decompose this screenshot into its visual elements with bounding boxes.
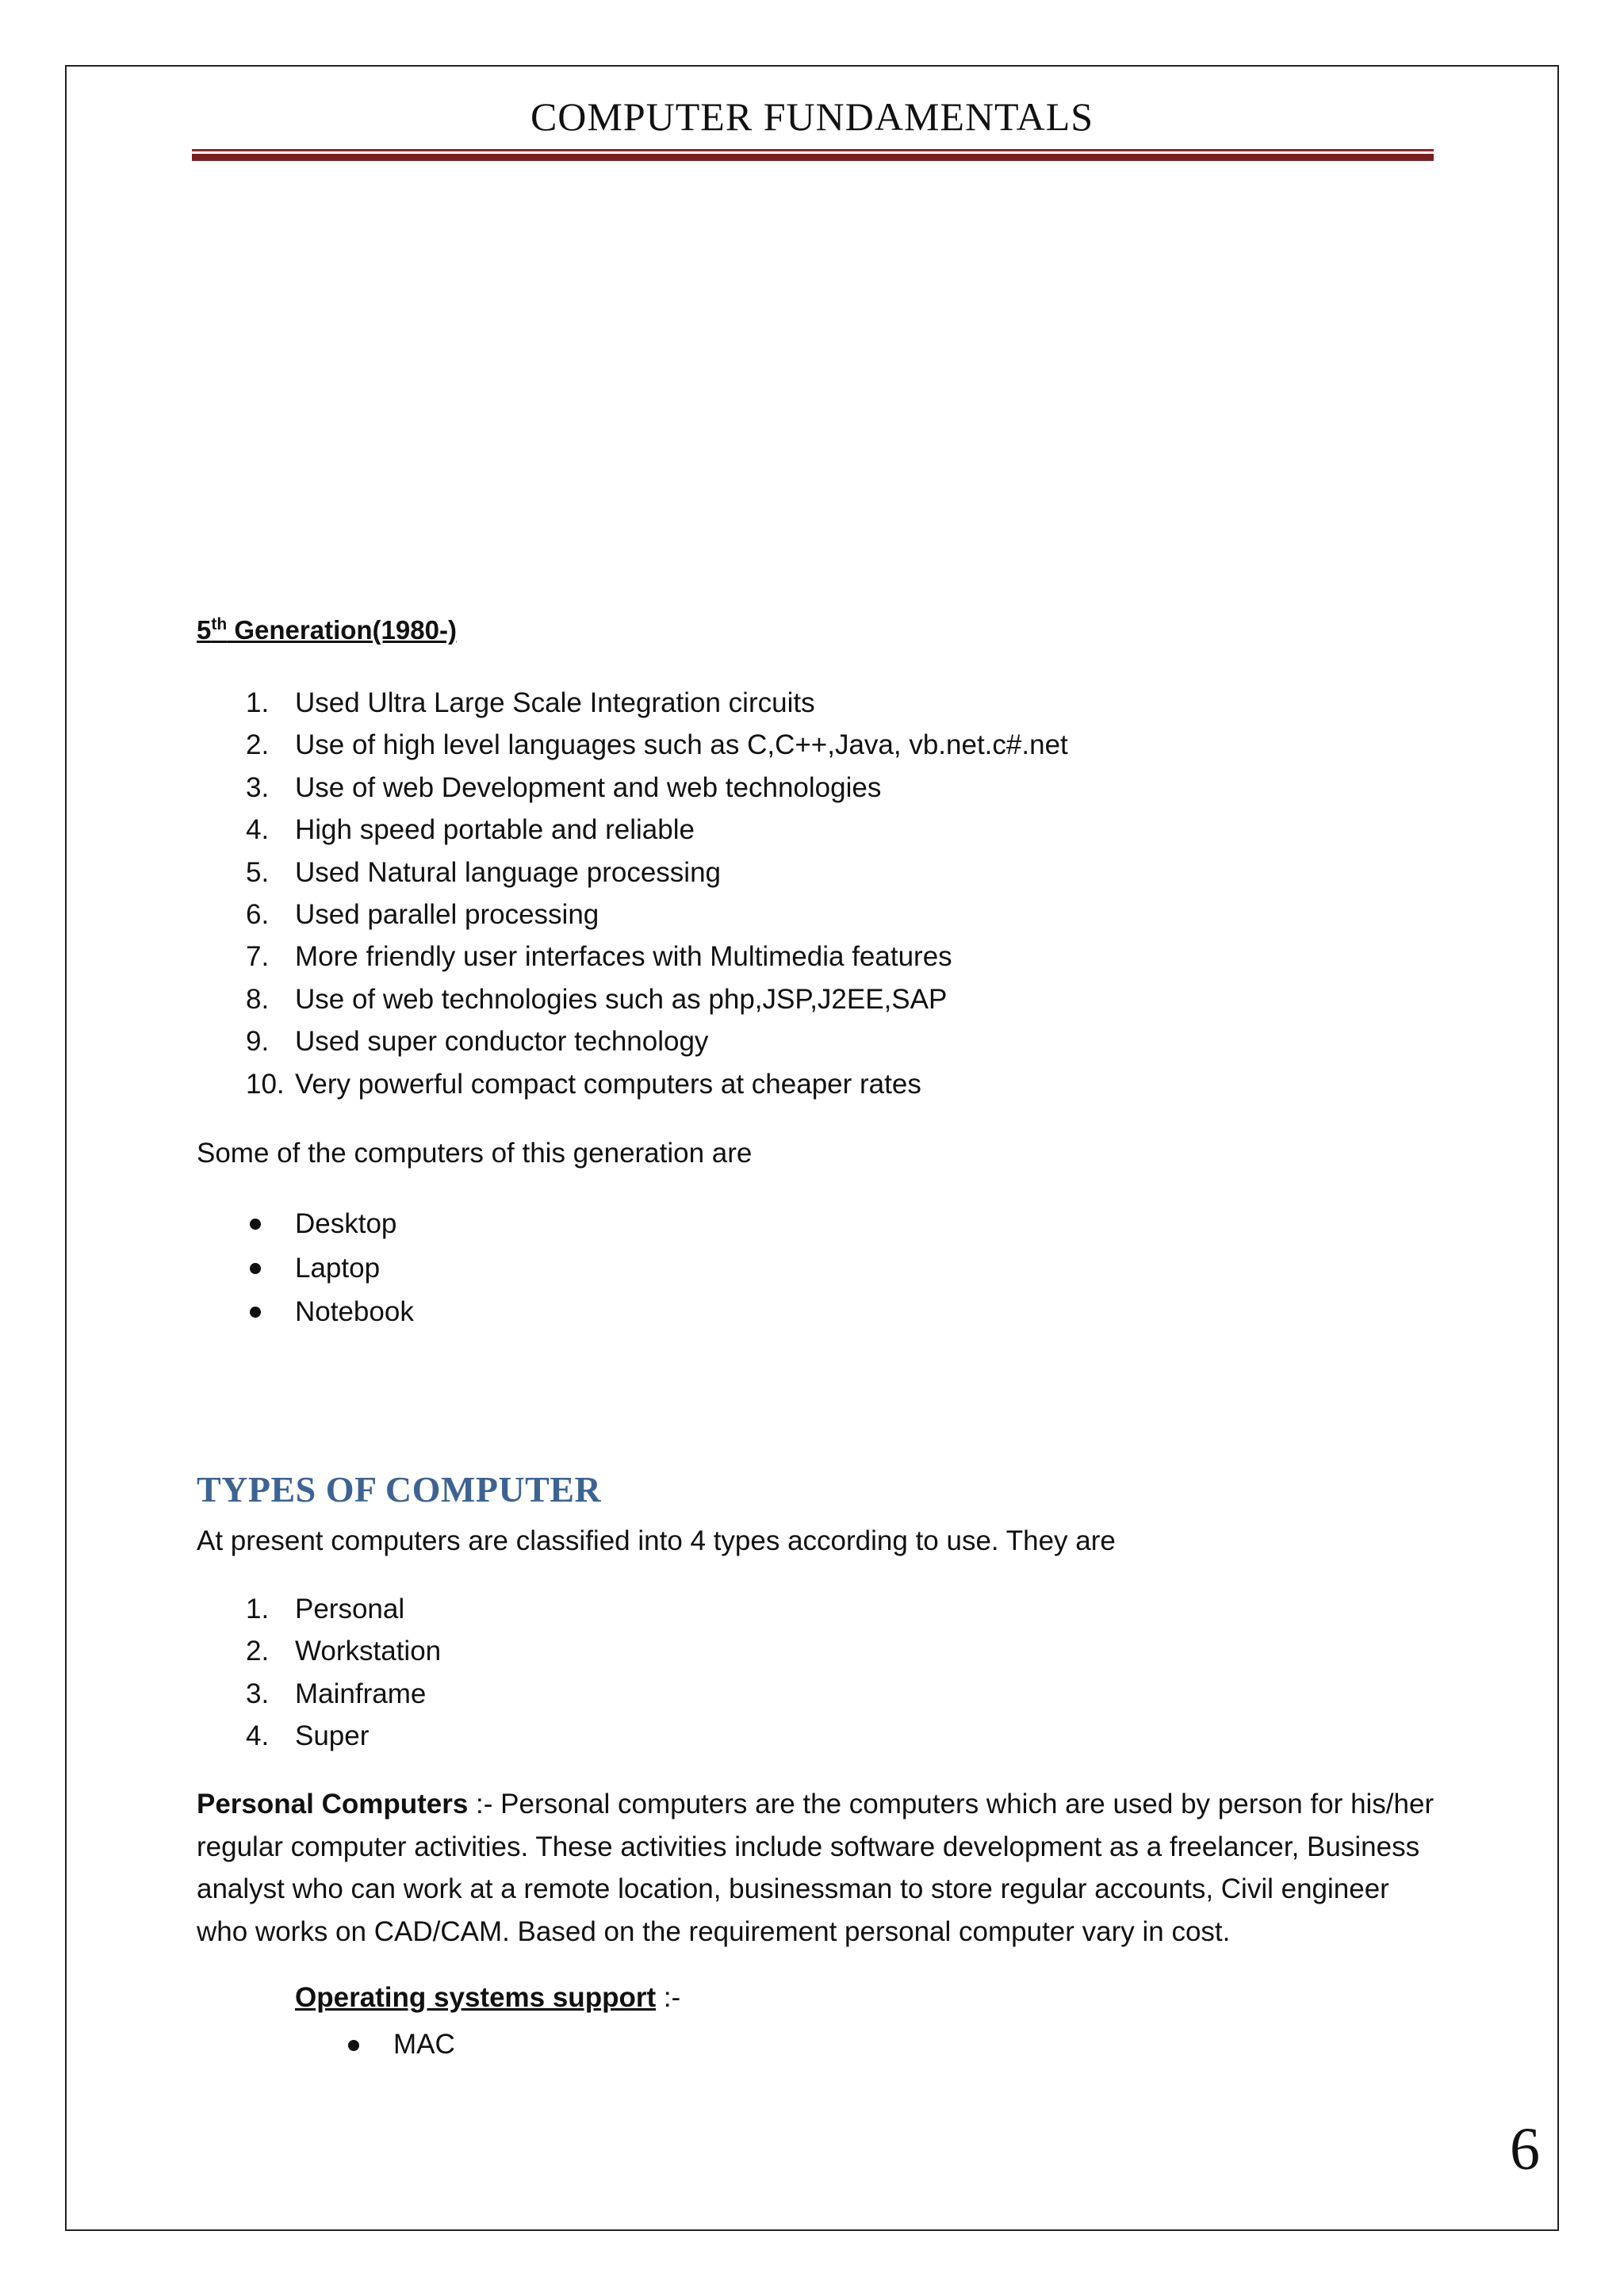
personal-computers-paragraph (197, 1783, 1442, 1953)
os-support-heading (295, 1982, 680, 2014)
generation-examples-list (295, 1202, 414, 1334)
list-number: 4. (246, 1720, 270, 1752)
list-item-text: More friendly user interfaces with Multimedia features (295, 941, 952, 973)
list-item (246, 1715, 441, 1757)
list-number: 3. (246, 771, 270, 803)
list-item-text: Desktop (295, 1208, 397, 1239)
list-item-text: Used super conductor technology (295, 1026, 709, 1058)
list-item-text: Very powerful compact computers at cheaper rates (295, 1068, 921, 1100)
list-item (246, 851, 1068, 894)
list-number: 6. (246, 898, 270, 930)
list-number: 8. (246, 983, 270, 1015)
list-number: 2. (246, 729, 270, 761)
list-item (295, 1246, 414, 1291)
heading-superscript: th (211, 615, 228, 633)
header-rule-thick (192, 154, 1434, 161)
list-item (246, 724, 1068, 766)
list-item-text: Workstation (295, 1636, 442, 1667)
os-support-suffix: :- (656, 1982, 681, 2013)
list-number: 4. (246, 814, 270, 846)
list-item-text: Used Ultra Large Scale Integration circuits (295, 687, 815, 718)
page-header-title: COMPUTER FUNDAMENTALS (530, 94, 1094, 139)
heading-number: 5 (197, 615, 212, 645)
list-item-text: MAC (393, 2029, 455, 2060)
list-number: 7. (246, 941, 270, 973)
list-item-text: High speed portable and reliable (295, 814, 695, 846)
list-item (246, 1588, 441, 1630)
personal-computers-body: :- Personal computers are the computers which are used by person for his/her regular computer activities. These activities include software development as a freelancer, Business analyst who can work at a remote location, businessman to store regular accounts, Civil engineer who works on CAD/CAM. Based on the requirement personal computer vary in cost. (197, 1789, 1434, 1947)
list-item-text: Super (295, 1720, 370, 1752)
bullet-icon (250, 1263, 261, 1274)
examples-intro: Some of the computers of this generation are (197, 1138, 753, 1169)
list-item (246, 1063, 1068, 1105)
list-item (246, 1630, 442, 1672)
list-number: 2. (246, 1636, 270, 1667)
types-intro: At present computers are classified into 4 types according to use. They are (197, 1525, 1116, 1556)
list-item (295, 1290, 414, 1334)
list-item (246, 682, 1068, 724)
list-item-text: Use of high level languages such as C,C++,Java, vb.net.c#.net (295, 729, 1068, 761)
list-number: 1. (246, 1594, 270, 1624)
fifth-generation-features-list (246, 682, 1068, 1105)
list-item-text: Notebook (295, 1296, 414, 1327)
list-item-text: Personal (295, 1594, 405, 1624)
list-item-text: Use of web technologies such as php,JSP,J2EE,SAP (295, 983, 948, 1015)
list-number: 3. (246, 1678, 270, 1709)
list-number: 1. (246, 687, 270, 718)
types-of-computer-heading: TYPES OF COMPUTER (197, 1469, 602, 1510)
list-item (246, 767, 1068, 809)
list-number: 9. (246, 1026, 270, 1058)
os-support-label: Operating systems support (295, 1982, 657, 2013)
list-item-text: Use of web Development and web technologies (295, 771, 882, 803)
header-rule-thin (192, 149, 1434, 151)
list-item-text: Mainframe (295, 1678, 427, 1709)
list-item (295, 1202, 414, 1246)
bullet-icon (348, 2040, 359, 2051)
os-support-list (393, 2023, 455, 2065)
list-item (246, 978, 1068, 1020)
list-number: 10. (246, 1068, 285, 1100)
list-item (393, 2023, 455, 2065)
list-item-text: Laptop (295, 1252, 381, 1284)
fifth-generation-heading (197, 615, 457, 645)
list-item (246, 894, 1068, 936)
list-item (246, 1020, 1068, 1062)
personal-computers-label: Personal Computers (197, 1789, 469, 1820)
list-number: 5. (246, 856, 270, 888)
heading-text: Generation(1980-) (227, 615, 457, 645)
list-item (246, 936, 1068, 978)
list-item-text: Used parallel processing (295, 898, 599, 930)
bullet-icon (250, 1219, 261, 1230)
bullet-icon (250, 1307, 261, 1318)
list-item-text: Used Natural language processing (295, 856, 721, 888)
list-item (246, 809, 1068, 851)
computer-types-list (246, 1588, 442, 1758)
list-item (246, 1673, 441, 1715)
page-number: 6 (1510, 2116, 1540, 2183)
